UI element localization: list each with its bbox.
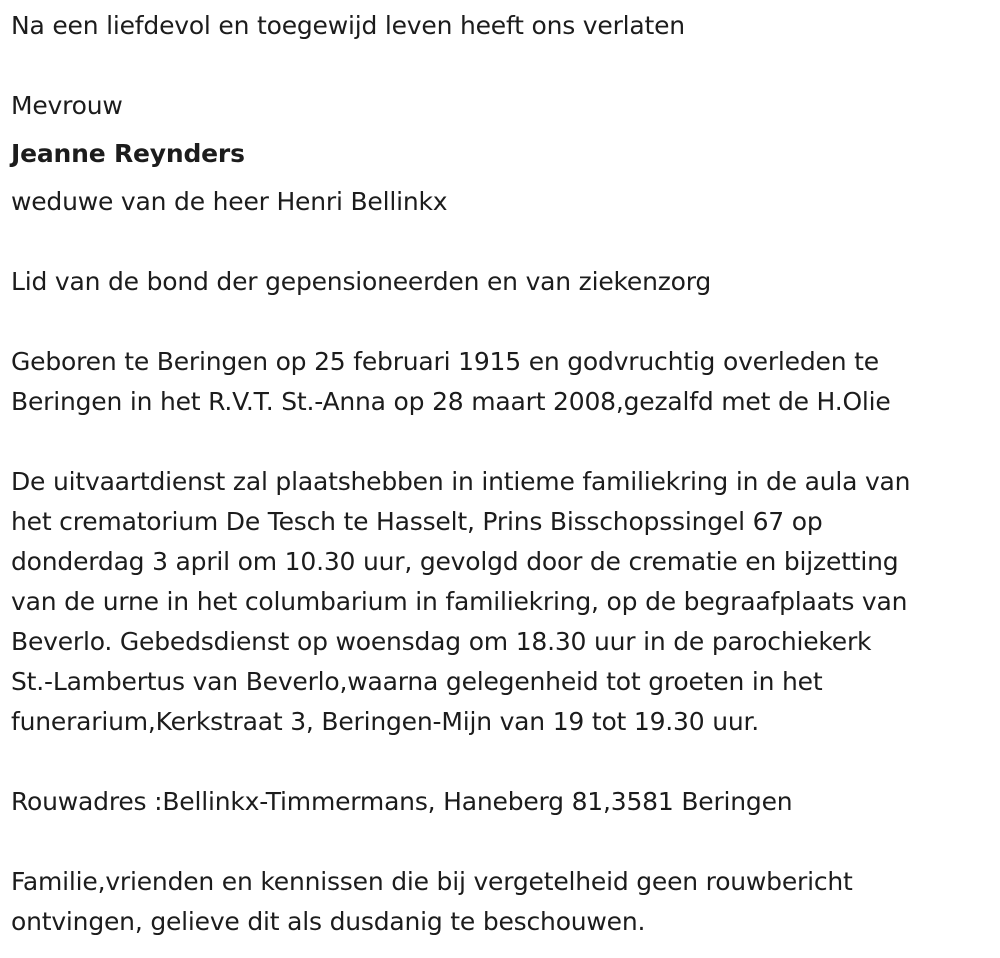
family-notice-line: ontvingen, gelieve dit als dusdanig te beschouwen. (11, 907, 646, 936)
funeral-service-line: van de urne in het columbarium in familiekring, op de begraafplaats van (11, 587, 908, 616)
membership-line: Lid van de bond der gepensioneerden en van ziekenzorg (11, 267, 712, 296)
deceased-name: Jeanne Reynders (11, 139, 245, 168)
funeral-service-line: het crematorium De Tesch te Hasselt, Prins Bisschopssingel 67 op (11, 507, 823, 536)
family-notice-line: Familie,vrienden en kennissen die bij vergetelheid geen rouwbericht (11, 867, 853, 896)
mourning-address: Rouwadres :Bellinkx-Timmermans, Haneberg 81,3581 Beringen (11, 787, 793, 816)
funeral-service-line: De uitvaartdienst zal plaatshebben in intieme familiekring in de aula van (11, 467, 911, 496)
birth-death-line: Geboren te Beringen op 25 februari 1915 en godvruchtig overleden te (11, 347, 879, 376)
widow-of-line: weduwe van de heer Henri Bellinkx (11, 187, 448, 216)
funeral-service-line: funerarium,Kerkstraat 3, Beringen-Mijn van 19 tot 19.30 uur. (11, 707, 760, 736)
intro-line: Na een liefdevol en toegewijd leven heeft ons verlaten (11, 11, 685, 40)
funeral-service-line: donderdag 3 april om 10.30 uur, gevolgd door de crematie en bijzetting (11, 547, 899, 576)
birth-death-line: Beringen in het R.V.T. St.-Anna op 28 maart 2008,gezalfd met de H.Olie (11, 387, 891, 416)
honorific-title: Mevrouw (11, 91, 123, 120)
funeral-service-paragraph (11, 462, 910, 742)
funeral-service-line: Beverlo. Gebedsdienst op woensdag om 18.30 uur in de parochiekerk (11, 627, 872, 656)
birth-death-paragraph (11, 342, 891, 422)
funeral-service-line: St.-Lambertus van Beverlo,waarna gelegenheid tot groeten in het (11, 667, 823, 696)
family-notice-paragraph (11, 862, 853, 942)
